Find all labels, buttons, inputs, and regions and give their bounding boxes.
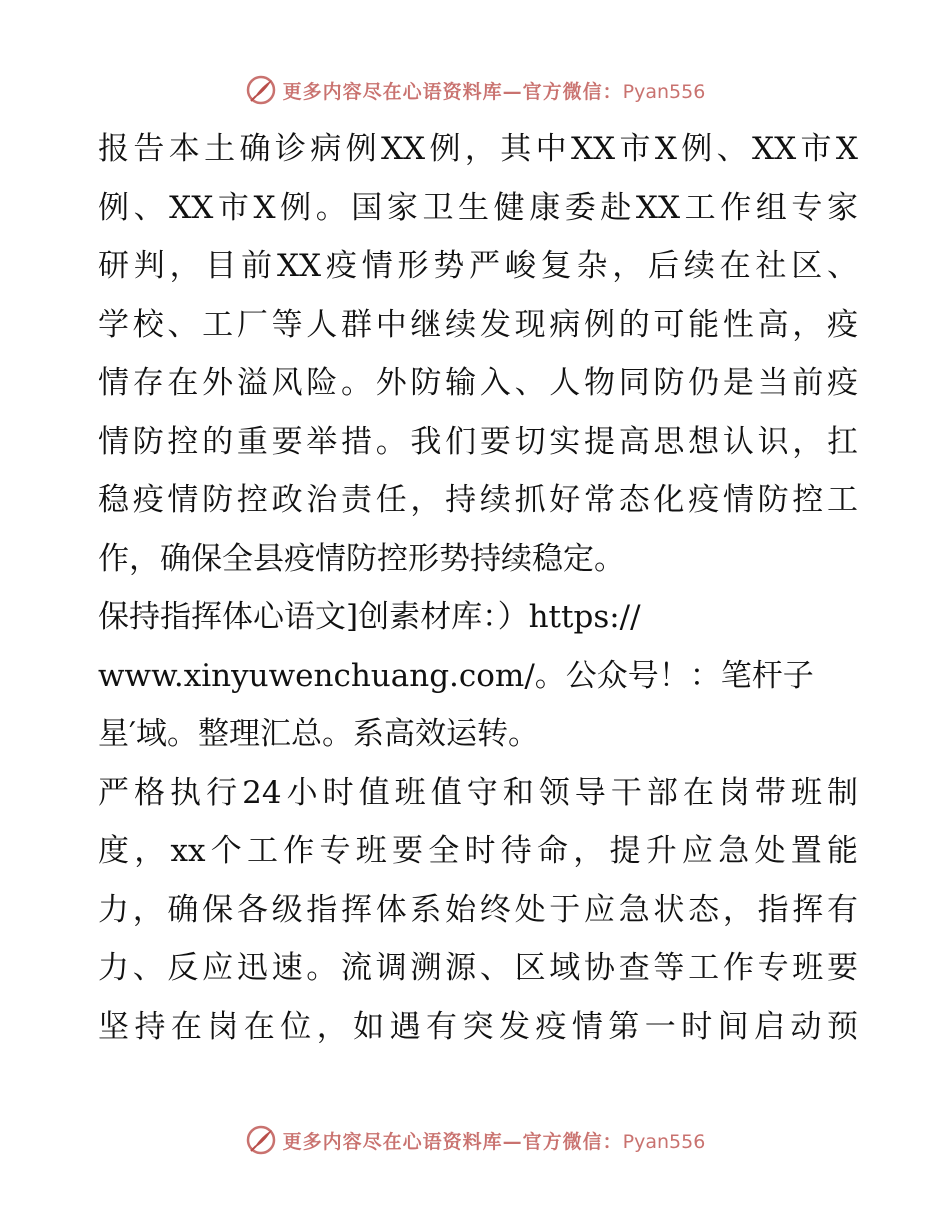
- watermark-wechat-id: Pyan556: [622, 80, 706, 103]
- text-line: 度，xx个工作专班要全时待命，提升应急处置能: [98, 833, 858, 869]
- header-watermark: [0, 70, 950, 110]
- text-line: 力、反应迅速。流调溯源、区域协查等工作专班要: [98, 950, 858, 986]
- text-line: 保持指挥体心语文]创素材库：）https://: [98, 599, 641, 635]
- text-line: 严格执行24小时值班值守和领导干部在岗带班制: [98, 774, 858, 811]
- watermark-text: 更多内容尽在心语资料库—官方微信：Pyan556: [282, 1130, 706, 1153]
- text-line: 报告本土确诊病例XX例，其中XX市X例、XX市X: [98, 131, 858, 167]
- text-line: 星′域。整理汇总。系高效运转。: [98, 716, 540, 752]
- document-body: [98, 120, 858, 1056]
- footer-watermark: [0, 1120, 950, 1160]
- quill-pen-logo-icon: [245, 74, 277, 106]
- watermark-text: 更多内容尽在心语资料库—官方微信：Pyan556: [282, 80, 706, 103]
- paragraph-3: [98, 764, 858, 1057]
- text-line: 作，确保全县疫情防控形势持续稳定。: [98, 540, 625, 577]
- text-line: 例、XX市X例。国家卫生健康委赴XX工作组专家: [98, 189, 858, 226]
- watermark-wechat-id: Pyan556: [622, 1130, 706, 1153]
- quill-pen-logo-icon: [245, 1124, 277, 1156]
- text-line: 情防控的重要举措。我们要切实提高思想认识，扛: [98, 423, 858, 460]
- text-line: 力，确保各级指挥体系始终处于应急状态，指挥有: [98, 891, 858, 928]
- text-line: 情存在外溢风险。外防输入、人物同防仍是当前疫: [98, 365, 858, 401]
- text-line: 坚持在岗在位，如遇有突发疫情第一时间启动预: [98, 1008, 858, 1045]
- text-line: 研判，目前XX疫情形势严峻复杂，后续在社区、: [98, 248, 858, 284]
- text-line: www.xinyuwenchuang.com/。公众号！：笔杆子: [98, 657, 814, 694]
- paragraph-2: [98, 588, 858, 764]
- paragraph-1: [98, 120, 858, 588]
- text-line: 学校、工厂等人群中继续发现病例的可能性高，疫: [98, 306, 858, 343]
- text-line: 稳疫情防控政治责任，持续抓好常态化疫情防控工: [98, 482, 858, 518]
